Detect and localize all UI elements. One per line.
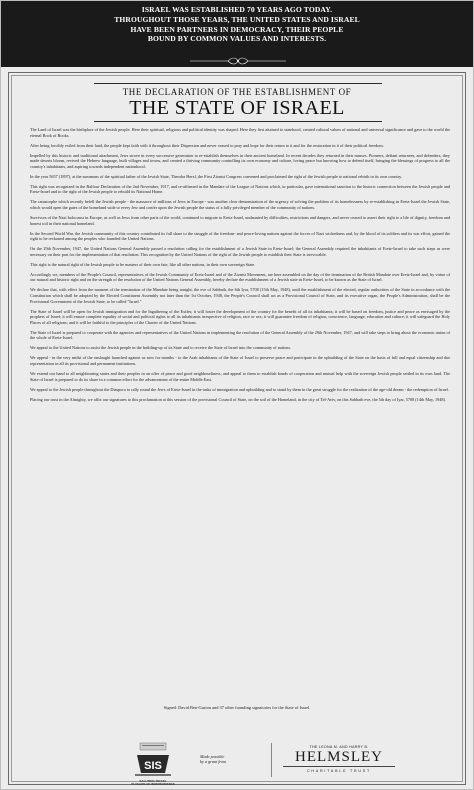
paragraph: Survivors of the Nazi holocaust in Europe, as well as Jews from other parts of the world, continued to migrate to Eretz-Israel, undaunted by difficulties, restrictions and dangers, and never ceased to assert their right to a life of dignity, freedom and honest toil in their national homeland. <box>30 215 450 226</box>
paragraph: We appeal to the United Nations to assist the Jewish people in the building-up of its State and to receive the State of Israel into the community of nations. <box>30 345 292 351</box>
paragraph: We extend our hand to all neighbouring states and their peoples in an offer of peace and good neighbourliness, and appeal to them to establish bonds of cooperation and mutual help with the sovereign Jewish people settled in its own land. The State of Israel is prepared to do its share in a common effort for the advancement of the entire Middle East. <box>30 370 450 382</box>
declaration-pre-title: THE DECLARATION OF THE ESTABLISHMENT OF <box>122 87 352 97</box>
paragraph: We appeal to the Jewish people throughout the Diaspora to rally round the Jews of Eretz-Israel in the tasks of immigration and upbuilding and to stand by them in the great struggle for the realization of the age-old dream - the redemption of Israel. <box>30 386 449 392</box>
declaration-body <box>30 127 450 407</box>
banner-text <box>61 5 413 44</box>
paragraph: The Land of Israel was the birthplace of the Jewish people. Here their spiritual, religious and political identity was shaped. Here they first attained to statehood, created cultural values of national and universal significance and gave to the world the eternal Book of Books. <box>30 127 450 138</box>
signatories-line: Signed: David Ben-Gurion and 37 other founding signatories for the State of Israel. <box>163 705 311 710</box>
title-rule-top <box>94 83 382 84</box>
sis-logo-text: SIS <box>144 760 162 772</box>
footer-divider <box>271 743 272 777</box>
helmsley-rule <box>283 766 395 768</box>
banner-line: THROUGHOUT THOSE YEARS, THE UNITED STATES AND ISRAEL <box>114 14 360 24</box>
banner-line: HAVE BEEN PARTNERS IN DEMOCRACY, THEIR PEOPLE <box>130 24 344 34</box>
declaration-title: THE STATE OF ISRAEL <box>129 97 345 119</box>
flourish-ornament-icon <box>188 57 288 65</box>
paragraph: Impelled by this historic and traditional attachment, Jews strove in every successive generation to re-establish themselves in their ancient homeland. In recent decades they returned in their masses. Pioneers, defiant returnees, and defenders, they made deserts bloom, revived the Hebrew language, built villages and towns, and created a thriving community controlling its own economy and culture, loving peace but knowing how to defend itself, bringing the blessings of progress to all the country's inhabitants, and aspiring towards independent nationhood. <box>30 152 450 169</box>
sis-caption <box>125 780 181 787</box>
top-banner <box>1 1 473 67</box>
paragraph: This right was recognized in the Balfour Declaration of the 2nd November, 1917, and re-affirmed in the Mandate of the League of Nations which, in particular, gave international sanction to the historic connection between the Jewish people and Eretz-Israel and to the right of the Jewish people to rebuild its National Home. <box>30 183 450 195</box>
helmsley-trust-logo <box>283 745 395 773</box>
paragraph: The State of Israel is prepared to cooperate with the agencies and representatives of the United Nations in implementing the resolution of the General Assembly of the 29th November, 1947, and will take steps to bring about the economic union of the whole of Eretz-Israel. <box>30 329 450 341</box>
paragraph: The State of Israel will be open for Jewish immigration and for the Ingathering of the Exiles; it will foster the development of the country for the benefit of all its inhabitants; it will be based on freedom, justice and peace as envisaged by the prophets of Israel; it will ensure complete equality of social and political rights to all its inhabitants irrespective of religion, race or sex; it will guarantee freedom of religion, conscience, language, education and culture; it will safeguard the Holy Places of all religions; and it will be faithful to the principles of the Charter of the United Nations. <box>30 308 450 325</box>
paragraph: We declare that, with effect from the moment of the termination of the Mandate being tonight, the eve of Sabbath, the 6th Iyar, 5708 (15th May, 1948), until the establishment of the elected, regular authorities of the State in accordance with the Constitution which shall be adopted by the Elected Constituent Assembly not later than the 1st October, 1948, the People's Council shall act as a Provisional Council of State, and its executive organ, the People's Administration, shall be the Provisional Government of the Jewish State, to be called "Israel." <box>30 287 450 304</box>
banner-line: ISRAEL WAS ESTABLISHED 70 YEARS AGO TODAY. <box>141 5 333 14</box>
paragraph: After being forcibly exiled from their land, the people kept faith with it throughout their Dispersion and never ceased to pray and hope for their return to it and for the restoration in it of their political freedom. <box>30 142 384 148</box>
paragraph: We appeal - in the very midst of the onslaught launched against us now for months - to the Arab inhabitants of the State of Israel to preserve peace and participate in the upbuilding of the State on the basis of full and equal citizenship and due representation in all its provisional and permanent institutions. <box>30 355 450 366</box>
paragraph: Accordingly we, members of the People's Council, representatives of the Jewish Community of Eretz-Israel and of the Zionist Movement, are here assembled on the day of the termination of the British Mandate over Eretz-Israel and, by virtue of our natural and historic right and on the strength of the resolution of the United Nations General Assembly, hereby declare the establishment of a Jewish state in Eretz-Israel, to be known as the State of Israel. <box>30 271 450 283</box>
paragraph: In the Second World War, the Jewish community of this country contributed its full share to the struggle of the freedom- and peace-loving nations against the forces of Nazi wickedness and, by the blood of its soldiers and its war effort, gained the right to be reckoned among the peoples who founded the United Nations. <box>30 230 450 242</box>
helmsley-top-line: THE LEONA M. AND HARRY B. <box>309 745 369 749</box>
paragraph: On the 29th November, 1947, the United Nations General Assembly passed a resolution calling for the establishment of a Jewish State in Eretz-Israel; the General Assembly required the inhabitants of Eretz-Israel to take such steps as were necessary on their part for the implementation of that resolution. This recognition by the United Nations of the right of the Jewish people to establish their State is irrevocable. <box>30 246 450 257</box>
made-possible-text <box>200 755 260 765</box>
banner-line: BOUND BY COMMON VALUES AND INTERESTS. <box>147 34 327 44</box>
paragraph: In the year 5657 (1897), at the summons of the spiritual father of the Jewish State, Theodor Herzl, the First Zionist Congress convened and proclaimed the right of the Jewish people to national rebirth in its own country. <box>30 173 403 179</box>
title-rule-bottom <box>94 121 382 122</box>
sis-caption-line: 70 YEARS OF INDEPENDENCE <box>130 782 176 787</box>
paragraph: The catastrophe which recently befell the Jewish people - the massacre of millions of Jews in Europe - was another clear demonstration of the urgency of solving the problem of its homelessness by re-establishing in Eretz-Israel the Jewish State, which would open the gates of the homeland wide to every Jew and confer upon the Jewish people the status of a fully privileged member of the community of nations. <box>30 199 450 210</box>
made-possible-line: Made possible <box>200 754 225 759</box>
helmsley-name: HELMSLEY <box>295 749 383 765</box>
paragraph: This right is the natural right of the Jewish people to be masters of their own fate, like all other nations, in their own sovereign State. <box>30 261 256 267</box>
sis-caption-line: SALUTING ISRAEL <box>139 779 167 783</box>
saluting-israel-logo-icon <box>131 741 175 781</box>
made-possible-line: by a grant from <box>200 758 227 764</box>
helmsley-subtitle: CHARITABLE TRUST <box>306 769 371 773</box>
paragraph: Placing our trust in the Almighty, we affix our signatures to this proclamation at this session of the provisional Council of State, on the soil of the Homeland, in the city of Tel-Aviv, on this Sabbath eve, the 5th day of Iyar, 5708 (14th May, 1948). <box>30 396 446 402</box>
